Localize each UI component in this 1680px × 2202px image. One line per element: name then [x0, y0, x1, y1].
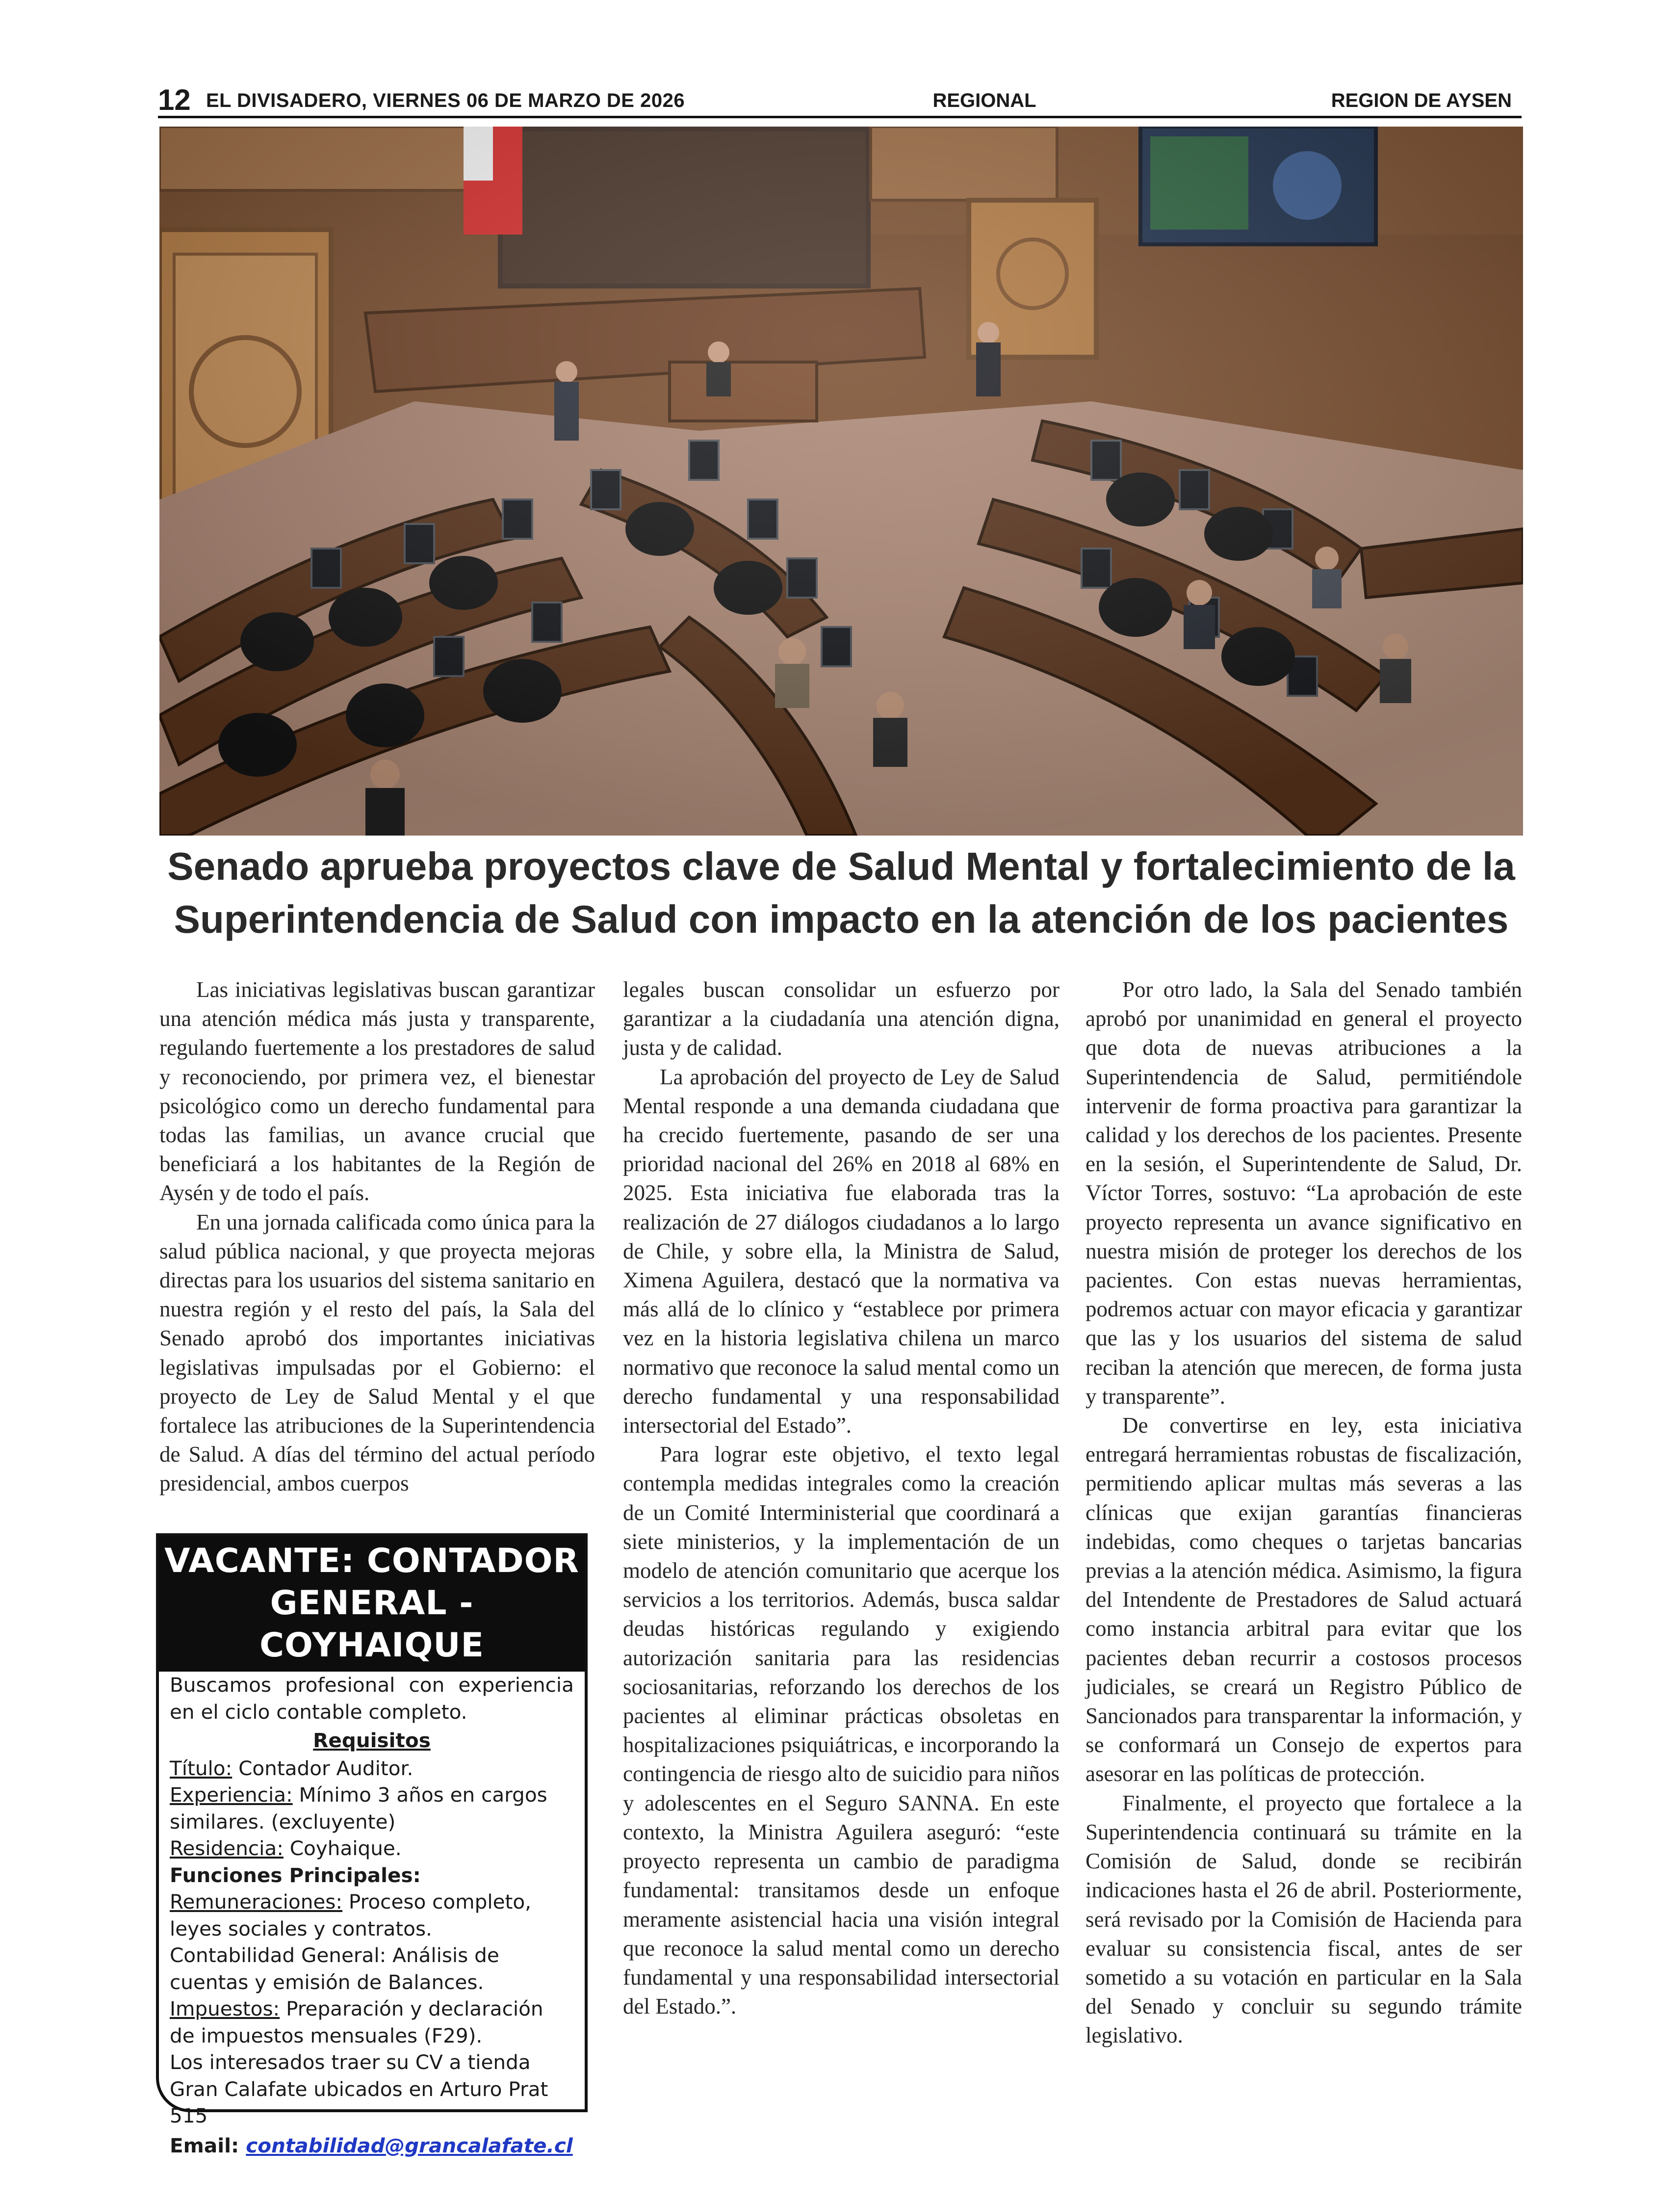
article-column-3 — [1086, 975, 1522, 2050]
funciones-heading: Funciones Principales: — [170, 1863, 421, 1887]
headline-line-2: Superintendencia de Salud con impacto en la atención de los pacientes — [174, 897, 1509, 941]
page-header — [158, 79, 1522, 118]
article-column-1 — [159, 975, 595, 1498]
article-paragraph: De convertirse en ley, esta iniciativa entregará herramientas robustas de fiscalización, permitiendo aplicar multas más severas a las clínicas que exijan garantías financieras indebidas, como cheques o tarjetas bancarias previas a la atención médica. Asimismo, la figura del Intendente de Prestadores de Salud actuará como instancia arbitral para evitar que los pacientes deban recurrir a costosos procesos judiciales, se creará un Registro Público de Sancionados para transparentar la información, y se conformará un Consejo de expertos para asesorar en las políticas de protección. — [1086, 1413, 1522, 1786]
email-label: Email: — [170, 2133, 246, 2157]
req-titulo — [170, 1755, 574, 1782]
ad-title-line-2: GENERAL - COYHAIQUE — [259, 1584, 484, 1665]
job-vacancy-ad — [156, 1533, 588, 2157]
article-paragraph: En una jornada calificada como única para la salud pública nacional, y que proyecta mejoras directas para los usuarios del sistema sanitario en nuestra región y el resto del país, la Sala del Senado aprobó dos importantes iniciativas legislativas impulsadas por el Gobierno: el proyecto de Ley de Salud Mental y el que fortalece las atribuciones de la Superintendencia de Salud. A días del término del actual período presidencial, ambos cuerpos — [159, 1209, 595, 1496]
article-column-2 — [623, 975, 1060, 2021]
article-paragraph: legales buscan consolidar un esfuerzo por garantizar a la ciudadanía una atención digna, justa y de calidad. — [623, 977, 1060, 1060]
publication-dateline: EL DIVISADERO, VIERNES 06 DE MARZO DE 2026 — [206, 90, 685, 111]
impuestos-value: Preparación y declaración de impuestos mensuales (F29). — [170, 1997, 543, 2047]
titulo-value: Contador Auditor. — [232, 1756, 414, 1780]
experiencia-label: Experiencia: — [170, 1783, 293, 1807]
residencia-label: Residencia: — [170, 1836, 284, 1860]
fn-impuestos — [170, 1995, 574, 2049]
email-link[interactable]: contabilidad@grancalafate.cl — [246, 2133, 573, 2157]
headline-line-1: Senado aprueba proyectos clave de Salud Mental y fortalecimiento de la — [167, 844, 1515, 888]
section-name: REGIONAL — [932, 90, 1036, 111]
impuestos-label: Impuestos: — [170, 1997, 280, 2020]
requirements-heading: Requisitos — [313, 1729, 431, 1752]
fn-remuneraciones — [170, 1888, 574, 1942]
fn-contabilidad: Contabilidad General: Análisis de cuentas y emisión de Balances. — [170, 1943, 499, 1994]
article-paragraph: Por otro lado, la Sala del Senado también aprobó por unanimidad en general el proyecto que dota de nuevas atribuciones a la Superintendencia de Salud, permitiéndole intervenir de forma proactiva para garantizar la calidad y los derechos de los pacientes. Presente en la sesión, el Superintendente de Salud, Dr. Víctor Torres, sostuvo: “La aprobación de este proyecto representa un avance significativo en nuestra misión de proteger los derechos de los pacientes. Con estas nuevas herramientas, podremos actuar con mayor eficacia y garantizar que las y los usuarios del sistema de salud reciban la atención que merecen, de forma justa y transparente”. — [1086, 977, 1522, 1409]
article-paragraph: Para lograr este objetivo, el texto legal contempla medidas integrales como la creación de un Comité Interministerial que coordinará a siete ministerios, y la implementación de un modelo de atención comunitario que acerque los servicios a los territorios. Además, busca saldar deudas históricas regulando y exigiendo autorización sanitaria para las residencias sociosanitarias, reforzando los derechos de los pacientes al eliminar prácticas obsoletas en hospitalizaciones psiquiátricas, e incorporando la contingencia de riesgo alto de suicidio para niños y adolescentes en el Seguro SANNA. En este contexto, la Ministra Aguilera aseguró: “este proyecto representa un cambio de paradigma fundamental: transitamos desde un enfoque meramente asistencial hacia una visión integral que reconoce la salud mental como un derecho fundamental y una responsabilidad intersectorial del Estado.”. — [623, 1442, 1060, 2019]
req-residencia — [170, 1835, 574, 1862]
titulo-label: Título: — [170, 1756, 233, 1780]
article-paragraph: La aprobación del proyecto de Ley de Salud Mental responde a una demanda ciudadana que ha crecido fuertemente, pasando de ser una prioridad nacional del 26% en 2018 al 68% en 2025. Esta iniciativa fue elaborada tras la realización de 27 diálogos ciudadanos a lo largo de Chile, y sobre ella, la Ministra de Salud, Ximena Aguilera, destacó que la normativa va más allá de lo clínico y “establece por primera vez en la historia legislativa chilena un marco normativo que reconoce la salud mental como un derecho fundamental y una responsabilidad intersectorial del Estado”. — [623, 1064, 1060, 1438]
article-headline — [159, 840, 1523, 946]
ad-title — [159, 1536, 585, 1672]
remuneraciones-label: Remuneraciones: — [170, 1890, 343, 1914]
article-paragraph: Finalmente, el proyecto que fortalece a la Superintendencia continuará su trámite en la Comisión de Salud, donde se recibirán indicaciones hasta el 26 de abril. Posteriormente, será revisado por la Comisión de Hacienda para evaluar su consistencia fiscal, antes de ser sometido a su votación en particular en la Sala del Senado y concluir su segundo trámite legislativo. — [1086, 1790, 1522, 2048]
remuneraciones-value: Proceso completo, leyes sociales y contratos. — [170, 1890, 532, 1940]
req-experiencia — [170, 1782, 574, 1835]
article-paragraph: Las iniciativas legislativas buscan garantizar una atención médica más justa y transparente, regulando fuertemente a los prestadores de salud y reconociendo, por primera vez, el bienestar psicológico como un derecho fundamental para todas las familias, un avance crucial que beneficiará a los habitantes de la Región de Aysén y de todo el país. — [159, 977, 595, 1206]
email-line — [170, 2132, 574, 2159]
page-number: 12 — [158, 83, 191, 116]
ad-title-line-1: VACANTE: CONTADOR — [164, 1542, 579, 1580]
ad-intro: Buscamos profesional con experiencia en el ciclo contable completo. — [170, 1673, 574, 1724]
experiencia-value: Mínimo 3 años en cargos similares. (excluyente) — [170, 1783, 547, 1834]
region-name: REGION DE AYSEN — [1331, 90, 1512, 111]
cv-instructions: Los interesados traer su CV a tienda Gran Calafate ubicados en Arturo Prat 515 — [170, 2050, 548, 2127]
ad-body — [159, 1672, 585, 2159]
residencia-value: Coyhaique. — [283, 1836, 402, 1860]
senate-chamber-photo — [159, 127, 1523, 836]
